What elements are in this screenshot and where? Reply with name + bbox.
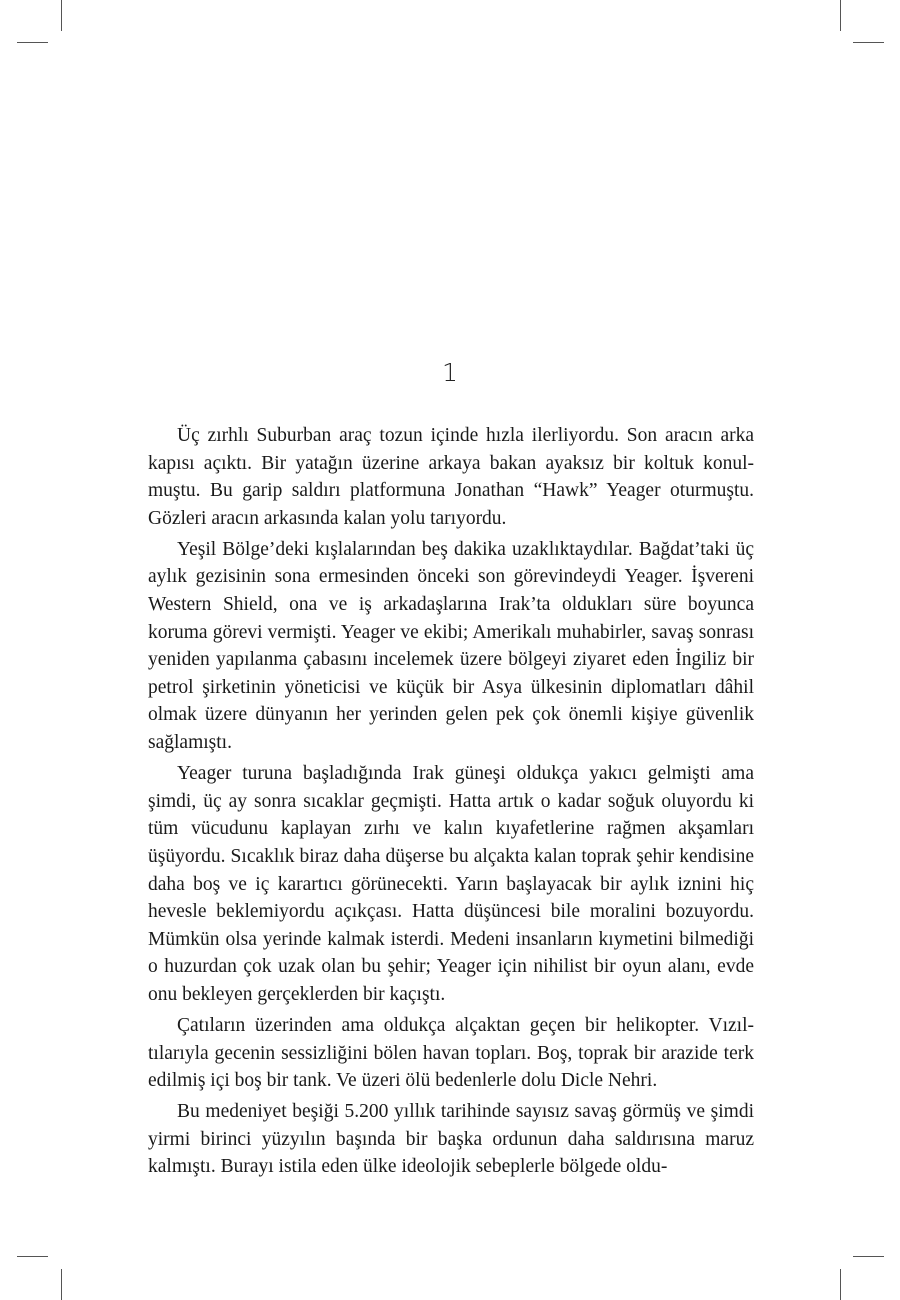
crop-mark-top-left-horizontal — [17, 42, 48, 43]
paragraph: Yeşil Bölge’deki kışlalarından beş dakika uzaklıktaydılar. Bağdat’taki üç aylık gezisinin sona ermesinden önceki son görevindeydi Yeager. İşvereni Western Shield, ona ve iş arkadaşlarına Irak’ta oldukları süre boyunca koruma görevi vermişti. Yeager ve ekibi; Amerikalı muhabirler, savaş sonrası yeniden yapılanma çabasını incelemek üzere bölgeyi ziyaret eden İngiliz bir petrol şirketinin yöneticisi ve küçük bir Asya ülkesinin diplomatları dâhil olmak üzere dünyanın her yerinden gelen pek çok önemli kişiye güvenlik sağlamıştı. — [148, 538, 754, 754]
paragraph: Yeager turuna başladığında Irak güneşi oldukça yakıcı gelmişti ama şimdi, üç ay sonra sıcaklar geçmişti. Hatta artık o kadar soğuk oluyordu ki tüm vücudunu kaplayan zırhı ve kalın kıyafetlerine rağmen akşamları üşüyordu. Sıcaklık biraz daha düşerse bu alçakta kalan toprak şehir kendisine daha boş ve iç karartıcı görünecekti. Yarın başlayacak bir aylık iznini hiç hevesle beklemiyordu açıkçası. Hatta düşüncesi bile moralini bozuyordu. Mümkün olsa yerinde kalmak isterdi. Medeni insanların kıymetini bilmediği o huzurdan çok uzak olan bu şehir; Yeager için nihilist bir oyun alanı, evde onu bekleyen gerçeklerden bir kaçıştı. — [148, 763, 754, 1005]
paragraph: Çatıların üzerinden ama oldukça alçaktan geçen bir helikopter. Vızıltılarıyla gecenin sessizliğini bölen havan topları. Boş, toprak bir arazide terk edilmiş içi boş bir tank. Ve üzeri ölü bedenlerle dolu Dicle Nehri. — [148, 1014, 754, 1092]
paragraph: Bu medeniyet beşiği 5.200 yıllık tarihinde sayısız savaş görmüş ve şimdi yirmi birinci yüzyılın başında bir başka ordunun daha saldırısına maruz kalmıştı. Burayı istila eden ülke ideolojik sebeplerle bölgede oldu- — [148, 1101, 754, 1178]
crop-mark-top-right-horizontal — [853, 42, 884, 43]
chapter-number: 1 — [442, 358, 458, 387]
crop-mark-bottom-left-horizontal — [17, 1256, 48, 1257]
crop-mark-top-left-vertical — [61, 0, 62, 31]
crop-mark-bottom-left-vertical — [61, 1269, 62, 1300]
crop-mark-top-right-vertical — [840, 0, 841, 31]
crop-mark-bottom-right-horizontal — [853, 1256, 884, 1257]
paragraph: Üç zırhlı Suburban araç tozun içinde hızla ilerliyordu. Son aracın arka kapısı açıktı. Bir yatağın üzerine arkaya bakan ayaksız bir koltuk konulmuştu. Bu garip saldırı platformuna Jonathan “Hawk” Yeager oturmuştu. Gözleri aracın arkasında kalan yolu tarıyordu. — [148, 425, 754, 529]
chapter-body — [148, 422, 754, 1185]
crop-mark-bottom-right-vertical — [840, 1269, 841, 1300]
